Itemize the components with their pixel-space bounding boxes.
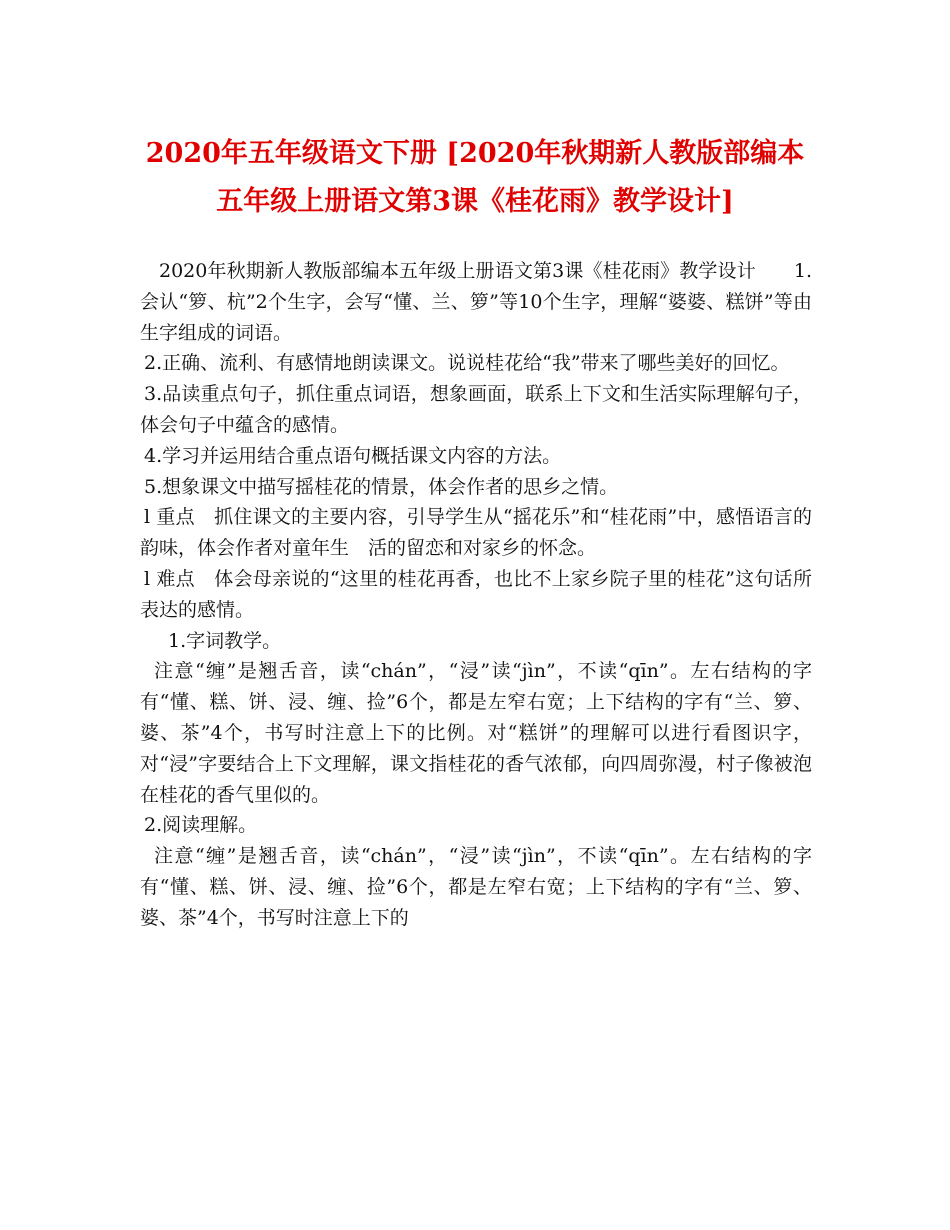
goal-1-text: 1.会认“箩、杭”2个生字，会写“懂、兰、箩”等10个生字，理解“婆婆、糕饼”等由生字组成的词语。 <box>140 260 812 344</box>
document-title <box>120 130 830 226</box>
section-1-text: 注意“缠”是翘舌音，读“chán”，“浸”读“jìn”，不读“qīn”。左右结构的字有“懂、糕、饼、浸、缠、捡”6个，都是左窄右宽；上下结构的字有“兰、箩、婆、茶”4个，书写时注意上下的比例。对“糕饼”的理解可以进行看图识字，对“浸”字要结合上下文理解，课文指桂花的香气浓郁，向四周弥漫，村子像被泡在桂花的香气里似的。 <box>140 660 812 806</box>
goal-5: 5.想象课文中描写摇桂花的情景，体会作者的思乡之情。 <box>144 475 619 498</box>
section-2-text: 注意“缠”是翘舌音，读“chán”，“浸”读“jìn”，不读“qīn”。左右结构的字有“懂、糕、饼、浸、缠、捡”6个，都是左窄右宽；上下结构的字有“兰、箩、婆、茶”4个，书写时注意上下的 <box>140 845 812 929</box>
title-line-1: 2020年五年级语文下册 [2020年秋期新人教版部编本 <box>145 138 805 169</box>
intro-title-text: 2020年秋期新人教版部编本五年级上册语文第3课《桂花雨》教学设计 <box>159 260 756 282</box>
goal-4: 4.学习并运用结合重点语句概括课文内容的方法。 <box>144 444 562 467</box>
key-point: l 重点 抓住课文的主要内容，引导学生从“摇花乐”和“桂花雨”中，感悟语言的韵味，体会作者对童年生 活的留恋和对家乡的怀念。 <box>140 506 812 560</box>
title-line-2: 五年级上册语文第3课《桂花雨》教学设计] <box>216 186 734 217</box>
difficulty: l 难点 体会母亲说的“这里的桂花再香，也比不上家乡院子里的桂花”这句话所表达的感情。 <box>140 567 812 621</box>
goal-2: 2.正确、流利、有感情地朗读课文。说说桂花给“我”带来了哪些美好的回忆。 <box>144 352 790 375</box>
section-1-heading: 1.字词教学。 <box>168 629 282 652</box>
section-2-heading: 2.阅读理解。 <box>144 814 258 837</box>
goal-3: 3.品读重点句子，抓住重点词语，想象画面，联系上下文和生活实际理解句子，体会句子中蕴含的感情。 <box>140 383 812 436</box>
document-body <box>140 256 812 934</box>
intro-paragraph <box>140 256 812 348</box>
